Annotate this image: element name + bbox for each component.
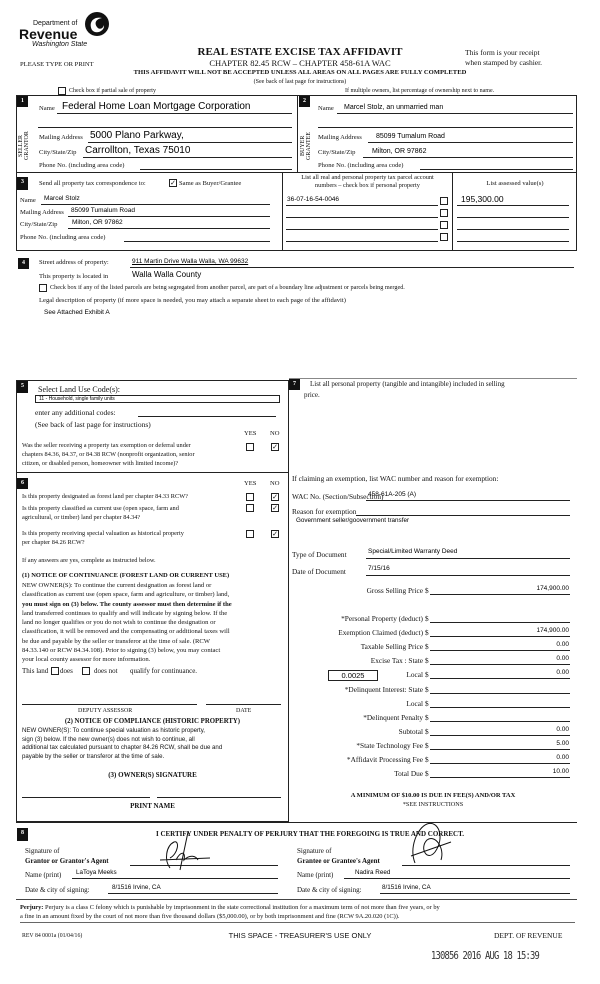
assessed-value[interactable] [457,241,569,242]
section-5-badge: 5 [17,381,28,393]
grantee-agent-label: Grantee or Grantee's Agent [297,857,380,865]
same-as-buyer-checkbox[interactable]: ✓ [170,179,176,187]
local-rate-value: 0.0025 [341,671,365,680]
historic-yes-checkbox[interactable] [246,530,254,538]
warning-text: THIS AFFIDAVIT WILL NOT BE ACCEPTED UNLESS ALL AREAS ON ALL PAGES ARE FULLY COMPLETED [133,69,467,76]
notice-compliance-text: NEW OWNER(S): To continue special valuation as historic property, sign (3) below. If the new owner(s) does not wish to continue, all additional tax calculated pursuant to chapter 84.26 RCW, shall be due and payable by the seller or transferor at the time of sale. [22,727,223,760]
reason-label: Reason for exemption [292,507,357,516]
forest-no-checkbox[interactable]: ✓ [272,493,278,501]
amount-label: Gross Selling Price [366,586,423,595]
owner-signature-title: (3) OWNER(S) SIGNATURE [108,771,197,779]
segregate-label: Check box if any of the listed parcels are being segregated from another parcel, are part of a boundary line adjustment or parcels being merged. [50,284,405,291]
parcel-number[interactable]: 36-07-16-54-0046 [287,196,340,203]
historic-no-checkbox[interactable]: ✓ [272,530,278,538]
deputy-date-line[interactable] [206,704,281,705]
parcel-header-2: numbers – check box if personal property [315,182,420,189]
exemption-question-2: chapters 84.36, 84.37, or 84.38 RCW (nonprofit organization, senior [22,451,195,458]
partial-sale-checkbox[interactable] [58,87,66,95]
corr-city-field[interactable]: Milton, OR 97862 [72,219,123,226]
buyer-city-label: City/State/Zip [318,149,356,156]
amount-field[interactable] [430,763,570,764]
grantee-name-label: Name (print) [297,871,334,879]
current-use-yes-checkbox[interactable] [246,504,254,512]
grantee-date-field[interactable]: 8/1516 Irvine, CA [382,884,431,891]
corr-phone-label: Phone No. (including area code) [20,234,106,241]
land-use-code-select[interactable] [35,395,280,403]
currency-symbol: $ [425,699,429,708]
if-yes-note: If any answers are yes, complete as instructed below. [22,557,156,564]
amount-value: 5.00 [556,740,569,747]
currency-symbol: $ [425,586,429,595]
receipt-note-1: This form is your receipt [465,48,540,57]
exemption-question-3: citizen, or disabled person, homeowner with limited income)? [22,460,179,467]
does-not-checkbox[interactable] [82,667,90,675]
buyer-city-field[interactable]: Milton, OR 97862 [372,148,427,155]
notice-continuance-text: NEW OWNER(S): To continue the current designation as forest land or classification as current use (open space, farm and agriculture, or timber) land, you must sign on (3) below. The county assessor must then determine if the land transferred continues to qualify and will indicate by signing below. If the land no longer qualifies or you do not wish to continue the designation or classification, it will be removed and the compensating or additional taxes will be due and payable by the seller or transferor at the time of sale. (RCW 84.33.140 or RCW 84.34.108). Prior to signing (3) below, you may contact your local county assessor for more information. [22,582,232,664]
grantor-agent-label: Grantor or Grantor's Agent [25,857,109,865]
certify-statement: I CERTIFY UNDER PENALTY OF PERJURY THAT THE FOREGOING IS TRUE AND CORRECT. [155,830,464,838]
multiple-owners-note: If multiple owners, list percentage of ownership next to name. [345,88,495,94]
doc-date-label: Date of Document [292,567,346,576]
additional-codes-field[interactable] [138,416,276,417]
located-label: This property is located in [39,273,109,280]
currency-symbol: $ [425,741,429,750]
amount-field[interactable] [430,777,570,778]
street-label: Street address of property: [39,259,109,266]
doc-type-field[interactable]: Special/Limited Warranty Deed [368,548,458,555]
amount-field[interactable] [430,622,570,623]
seller-name-label: Name [39,105,55,112]
logo-swirl-icon [80,10,114,38]
amount-label: Exemption Claimed (deduct) [338,628,423,637]
assessed-value[interactable] [457,229,569,230]
notice-continuance-title: (1) NOTICE OF CONTINUANCE (FOREST LAND OR CURRENT USE) [22,572,230,579]
personal-property-label: List all personal property (tangible and intangible) included in selling [310,380,505,388]
buyer-side-label: BUYER GRANTEE [300,132,312,160]
exemption-question: Was the seller receiving a property tax exemption or deferral under [22,442,191,449]
wac-label: WAC No. (Section/Subsection) [292,492,384,501]
seller-name-line2[interactable] [38,127,292,128]
currency-symbol: $ [425,628,429,637]
amount-label: Subtotal [398,727,423,736]
logo-state: Washington State [32,41,88,48]
section-3-badge: 3 [17,177,28,190]
forest-yes-checkbox[interactable] [246,493,254,501]
grantor-name-field[interactable]: LaToya Meeks [76,869,117,876]
personal-property-label-2: price. [304,391,320,399]
section-7-badge: 7 [289,379,300,390]
assessed-header: List assessed value(s) [486,180,544,187]
perjury-line-2: a fine in an amount fixed by the court of not more than five thousand dollars ($5,000.00), or by both imprisonment and fine (RCW 9A.20.020 (1C)). [20,913,400,920]
dept-label: DEPT. OF REVENUE [494,931,563,940]
same-as-buyer-label: Same as Buyer/Grantee [179,180,242,187]
minimum-note: A MINIMUM OF $10.00 IS DUE IN FEE(S) AND/OR TAX [350,792,516,799]
exemption-yes-checkbox[interactable] [246,443,254,451]
no-header: NO [270,430,280,437]
currency-symbol: $ [425,713,429,722]
owner-signature-line[interactable] [22,797,150,798]
historic-question: Is this property receiving special valuation as historical property [22,530,184,537]
current-use-question: Is this property classified as current use (open space, farm and [22,505,179,512]
land-use-code-value: 11 - Household, single family units [39,396,115,402]
see-instructions: *SEE INSTRUCTIONS [402,801,464,808]
amount-label: *Personal Property (deduct) [341,614,423,623]
amount-value: 10.00 [552,768,569,775]
reason-field[interactable]: Government seller/goovernment transfer [296,517,410,524]
amount-field[interactable] [430,707,570,708]
amount-field[interactable] [430,749,570,750]
amount-label: Local [406,670,423,679]
seller-city-label: City/State/Zip [39,149,77,156]
personal-property-checkbox[interactable] [440,197,448,205]
amount-field[interactable] [430,636,570,637]
amount-label: *Delinquent Penalty [363,713,423,722]
does-not-label: does not [94,667,118,675]
amount-value: 0.00 [556,655,569,662]
seller-mail-field[interactable]: 5000 Plano Parkway, [90,130,184,141]
buyer-mail-field[interactable]: 85099 Tumalum Road [376,133,445,140]
amount-label: *Affidavit Processing Fee [346,755,423,764]
notice-compliance-title: (2) NOTICE OF COMPLIANCE (HISTORIC PROPERTY) [64,718,241,725]
currency-symbol: $ [425,614,429,623]
amount-field[interactable] [430,735,570,736]
deputy-assessor-line[interactable] [22,704,197,705]
street-field[interactable]: 911 Martin Drive Walla Walla, WA 99632 [132,258,249,265]
grantor-sig-label: Signature of [25,847,60,855]
legal-description-field[interactable]: See Attached Exhibit A [44,309,110,316]
amount-label: *Delinquent Interest: State [344,685,423,694]
cashier-stamp: 130856 2016 AUG 18 15:39 [431,949,539,962]
owner-signature-line[interactable] [157,797,281,798]
logo-revenue: Revenue [19,26,78,42]
currency-symbol: $ [425,656,429,665]
amount-field[interactable] [430,664,570,665]
amount-label: Local [406,699,423,708]
buyer-phone-label: Phone No. (including area code) [318,162,404,169]
seller-side-label: SELLER GRANTOR [18,131,30,161]
perjury-line-1: Perjury: Perjury is a class C felony which is punishable by imprisonment in the state correctional institution for a maximum term of not more than five years, or by [20,904,440,911]
doc-type-label: Type of Document [292,550,347,559]
form-subtitle: CHAPTER 82.45 RCW – CHAPTER 458-61A WAC [209,58,391,68]
corr-name-label: Name [20,197,36,204]
forest-land-question: Is this property designated as forest land per chapter 84.33 RCW? [22,493,188,500]
correspondence-label: Send all property tax correspondence to: [39,180,146,187]
seller-phone-label: Phone No. (including area code) [39,162,125,169]
divider [297,95,298,173]
seller-city-field[interactable]: Carrollton, Texas 75010 [85,145,191,156]
current-use-question-2: agricultural, or timber) land per chapter 84.34? [22,514,141,521]
section-8-badge: 8 [17,828,28,841]
amount-label: *State Technology Fee [356,741,423,750]
print-name-label: PRINT NAME [130,802,175,810]
grantor-date-label: Date & city of signing: [25,886,90,894]
amount-field[interactable] [430,721,570,722]
corr-phone-field[interactable] [124,241,270,242]
this-land-label: This land [22,667,49,675]
section-4-badge: 4 [18,258,29,269]
buyer-name-line2[interactable] [318,127,573,128]
section-1-badge: 1 [17,96,28,107]
currency-symbol: $ [425,685,429,694]
legal-label: Legal description of property (if more space is needed, you may attach a separate sheet to each page of the affidavit) [39,297,346,304]
corr-mail-label: Mailing Address [20,209,64,216]
corr-city-label: City/State/Zip [20,221,58,228]
exemption-label: If claiming an exemption, list WAC number and reason for exemption: [292,474,499,483]
seller-phone-field[interactable] [140,169,292,170]
amount-value: 0.00 [556,641,569,648]
currency-symbol: $ [425,769,429,778]
assessed-value[interactable]: 195,300.00 [461,194,504,204]
grantee-name-field[interactable]: Nadira Reed [355,869,391,876]
historic-question-2: per chapter 84.26 RCW? [22,539,85,546]
please-type: PLEASE TYPE OR PRINT [20,61,94,68]
yes-header: YES [244,430,257,437]
amount-value: 0.00 [556,726,569,733]
see-back: (See back of last page for instructions) [253,79,347,85]
grantee-sig-label: Signature of [297,847,332,855]
doc-date-field[interactable]: 7/15/16 [368,565,390,572]
additional-codes-label: enter any additional codes: [35,408,116,417]
does-label: does [60,667,73,675]
deputy-assessor-label: DEPUTY ASSESSOR [78,708,133,714]
form-title: REAL ESTATE EXCISE TAX AFFIDAVIT [197,46,403,58]
personal-property-checkbox[interactable] [440,233,448,241]
deputy-date-label: DATE [236,708,252,714]
assessed-value[interactable] [457,217,569,218]
partial-sale-label: Check box if partial sale of property [69,88,156,94]
exemption-no-checkbox[interactable]: ✓ [272,443,278,451]
buyer-mail-label: Mailing Address [318,134,362,141]
grantor-name-label: Name (print) [25,871,62,879]
amount-label: Taxable Selling Price [360,642,423,651]
treasurer-use-label: THIS SPACE - TREASURER'S USE ONLY [228,931,372,940]
does-checkbox[interactable] [51,667,59,675]
wac-field[interactable]: 458-61A-205 (A) [368,491,417,498]
amount-field[interactable] [430,594,570,595]
grantor-signature-icon [140,830,220,872]
qualify-label: qualify for continuance. [130,667,198,675]
county-field[interactable]: Walla Walla County [132,270,202,279]
buyer-name-field[interactable]: Marcel Stolz, an unmarried man [344,104,444,111]
buyer-name-label: Name [318,105,334,112]
buyer-phone-field[interactable] [420,169,573,170]
no-header: NO [270,480,280,487]
receipt-note-2: when stamped by cashier. [465,58,543,67]
yes-header: YES [244,480,257,487]
corr-name-field[interactable]: Marcel Stolz [44,195,80,202]
grantee-signature-icon [405,818,455,868]
logo-dept: Department of [33,20,78,27]
corr-mail-field[interactable]: 85099 Tumalum Road [71,207,135,214]
land-use-label: Select Land Use Code(s): [38,385,120,394]
amount-value: 174,900.00 [536,585,569,592]
parcel-header: List all real and personal property tax parcel account [301,174,434,181]
amount-field[interactable] [430,678,570,679]
amount-label: Total Due [394,769,423,778]
amount-value: 0.00 [556,669,569,676]
currency-symbol: $ [425,670,429,679]
grantor-date-field[interactable]: 8/1516 Irvine, CA [112,884,161,891]
parcel-number[interactable] [286,217,438,218]
amount-field[interactable] [430,650,570,651]
currency-symbol: $ [425,755,429,764]
amount-label: Excise Tax : State [370,656,423,665]
seller-mail-label: Mailing Address [39,134,83,141]
seller-name-field[interactable]: Federal Home Loan Mortgage Corporation [62,101,251,112]
segregate-checkbox[interactable] [39,284,47,292]
current-use-no-checkbox[interactable]: ✓ [272,504,278,512]
section-6-badge: 6 [17,478,28,489]
land-use-see-back: (See back of last page for instructions) [35,420,151,429]
parcel-number[interactable] [286,241,438,242]
personal-property-checkbox[interactable] [440,209,448,217]
amount-field[interactable] [430,693,570,694]
personal-property-checkbox[interactable] [440,221,448,229]
form-revision: REV 84 0001a (01/04/16) [22,933,83,939]
currency-symbol: $ [425,642,429,651]
currency-symbol: $ [425,727,429,736]
section-2-badge: 2 [299,96,310,107]
parcel-number[interactable] [286,229,438,230]
amount-value: 0.00 [556,754,569,761]
grantee-date-label: Date & city of signing: [297,886,362,894]
amount-value: 174,900.00 [536,627,569,634]
